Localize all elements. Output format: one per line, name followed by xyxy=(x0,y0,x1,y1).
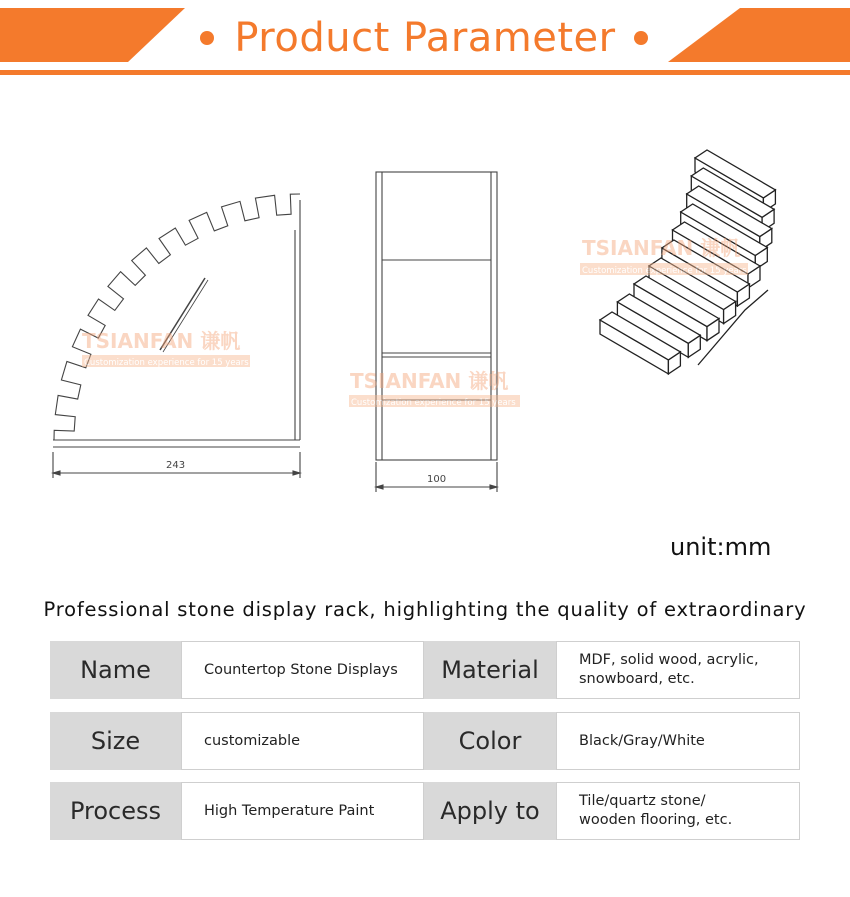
parameter-value-text: High Temperature Paint xyxy=(204,802,375,819)
parameter-value xyxy=(556,712,800,770)
header-underline xyxy=(0,70,850,75)
watermark-middle xyxy=(349,369,520,408)
watermark-tagline-left: Customization experience for 15 years xyxy=(84,358,249,368)
watermark-tagline-middle: Customization experience for 15 years xyxy=(351,398,516,408)
parameter-value xyxy=(181,712,424,770)
watermark-right xyxy=(580,236,748,276)
page-title: Product Parameter xyxy=(234,15,616,61)
parameter-value-text: Tile/quartz stone/ wooden flooring, etc. xyxy=(579,793,733,828)
technical-drawings xyxy=(0,140,850,510)
watermark-brand-middle: TSIANFAN 谦帆 xyxy=(350,369,509,393)
header-bullet-right xyxy=(634,31,648,45)
parameter-label: Size xyxy=(50,712,181,770)
parameter-value xyxy=(556,641,800,699)
watermark-tagline-right: Customization experience for 15 years xyxy=(582,266,747,276)
parameter-row xyxy=(50,641,800,699)
right-isometric-drawing xyxy=(600,150,775,374)
drawings-svg xyxy=(0,140,850,510)
watermark-brand-left: TSIANFAN 谦帆 xyxy=(82,329,241,353)
unit-label: unit:mm xyxy=(670,533,772,561)
parameter-value-text: customizable xyxy=(204,732,301,749)
parameter-value-text: Countertop Stone Displays xyxy=(204,661,398,678)
middle-dimension-label: 100 xyxy=(427,474,447,485)
parameter-row xyxy=(50,712,800,770)
section-header xyxy=(0,0,850,80)
parameter-label: Name xyxy=(50,641,181,699)
parameter-value-text: MDF, solid wood, acrylic, snowboard, etc. xyxy=(579,652,759,687)
parameter-label: Material xyxy=(424,641,556,699)
parameter-value xyxy=(556,782,800,840)
parameter-value xyxy=(181,641,424,699)
parameter-value xyxy=(181,782,424,840)
parameter-label: Apply to xyxy=(424,782,556,840)
watermark-brand-right: TSIANFAN 谦帆 xyxy=(582,236,741,260)
left-dimension-label: 243 xyxy=(166,460,186,471)
product-description: Professional stone display rack, highlighting the quality of extraordinary xyxy=(43,598,807,621)
middle-front-view-drawing xyxy=(376,172,497,492)
parameter-label: Process xyxy=(50,782,181,840)
parameter-row xyxy=(50,782,800,840)
watermark-left xyxy=(82,329,250,368)
parameter-value-text: Black/Gray/White xyxy=(579,732,705,749)
parameter-label: Color xyxy=(424,712,556,770)
